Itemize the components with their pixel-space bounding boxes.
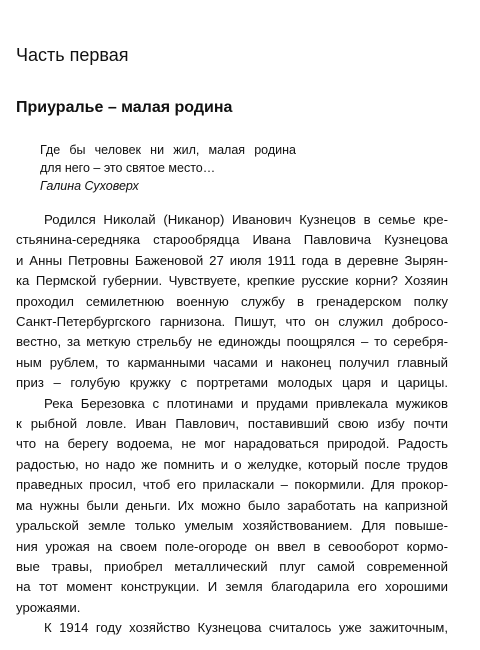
text-line: что на берегу водоема, не мог нарадоваться природой. Радость [16,436,448,452]
text-line: уральской земле только умелым хозяйствованием. Для повыше- [16,518,448,534]
text-line: радостью, но надо же помнить и о желудке, который после трудов [16,456,448,472]
text-line: Река Березовка с плотинами и прудами привлекала мужиков [44,395,448,411]
text-line: приз – голубую кружку с портретами молодых царя и царицы. [16,375,448,391]
text-line: ма нужны были деньги. Их можно было заработать на капризной [16,497,448,513]
text-line: Санкт-Петербургского гарнизона. Пишут, что он служил добросо- [16,314,448,330]
text-line: К 1914 году хозяйство Кузнецова считалось уже зажиточным, [44,620,448,636]
text-line: вестно, за меткую стрельбу не единожды поощрялся – то серебря- [16,334,448,350]
epigraph-line: для него – это святое место… [40,161,216,175]
epigraph [40,141,296,195]
text-line: ным рублем, то карманными часами и наконец получил главный [16,354,448,370]
text-line: стьянина-середняка старообрядца Ивана Павловича Кузнецова [16,232,448,248]
text-line: ния урожая на своем поле-огороде он ввел в севооборот кормо- [16,538,448,554]
text-line: ка Пермской губернии. Чувствуете, крепкие русские корни? Хозяин [16,273,448,289]
epigraph-line: Где бы человек ни жил, малая родина [40,143,296,157]
paragraph-1 [16,210,448,394]
text-line: Родился Николай (Никанор) Иванович Кузнецов в семье кре- [44,212,448,227]
text-line: на тот момент конструкции. И земля благодарила его хорошими [16,579,448,595]
paragraph-2 [16,394,448,618]
body-text [16,210,448,639]
text-line: к рыбной ловле. Иван Павлович, поставивший свою избу почти [16,416,448,432]
epigraph-author: Галина Суховерх [40,179,139,193]
paragraph-3 [16,618,448,638]
text-line: праведных просил, чтоб его приласкали – покормили. Для прокор- [16,477,448,493]
part-title: Часть первая [16,45,129,65]
text-line: урожаями. [16,599,81,615]
text-line: и Анны Петровны Баженовой 27 июля 1911 года в деревне Зырян- [16,252,448,268]
text-line: вые травы, приобрел металлический плуг самой современной [16,558,448,574]
text-line: проходил семилетнюю военную службу в гренадерском полку [16,293,448,309]
chapter-title: Приуралье – малая родина [16,99,233,116]
